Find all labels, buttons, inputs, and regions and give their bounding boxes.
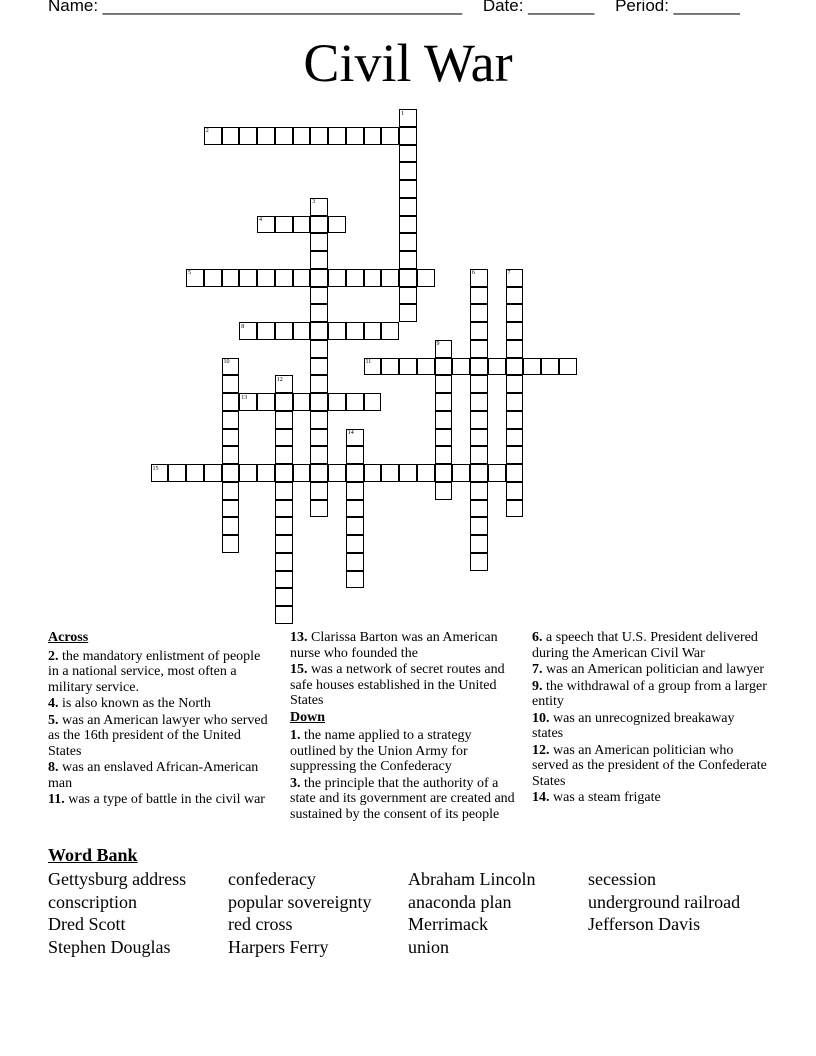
clue-across-8: 8. was an enslaved African-American man bbox=[48, 760, 259, 791]
crossword-cell[interactable] bbox=[222, 482, 240, 500]
crossword-cell[interactable] bbox=[399, 358, 417, 376]
crossword-cell[interactable] bbox=[435, 393, 453, 411]
crossword-cell[interactable] bbox=[275, 517, 293, 535]
clue-across-11: 11. was a type of battle in the civil war bbox=[48, 792, 265, 807]
crossword-cell[interactable] bbox=[310, 340, 328, 358]
crossword-cell[interactable] bbox=[257, 393, 275, 411]
crossword-cell[interactable] bbox=[239, 127, 257, 145]
crossword-cell[interactable] bbox=[346, 269, 364, 287]
crossword-cell[interactable] bbox=[222, 464, 240, 482]
clue-down-1: 1. the name applied to a strategy outlined by the Union Army for suppressing the Confederacy bbox=[290, 728, 472, 774]
crossword-cell[interactable] bbox=[310, 464, 328, 482]
crossword-cell[interactable] bbox=[310, 269, 328, 287]
crossword-cell[interactable] bbox=[275, 553, 293, 571]
crossword-cell[interactable] bbox=[310, 287, 328, 305]
crossword-cell[interactable] bbox=[364, 269, 382, 287]
crossword-cell[interactable] bbox=[257, 322, 275, 340]
crossword-cell[interactable] bbox=[399, 287, 417, 305]
clue-number-label: 12 bbox=[276, 376, 283, 383]
crossword-cell[interactable] bbox=[364, 464, 382, 482]
clue-down-14: 14. was a steam frigate bbox=[532, 790, 661, 805]
clue-number-label: 14 bbox=[347, 430, 354, 436]
crossword-cell[interactable] bbox=[257, 269, 275, 287]
crossword-cell[interactable] bbox=[399, 216, 417, 234]
crossword-cell[interactable] bbox=[222, 429, 240, 447]
word-bank-item: Abraham Lincoln bbox=[408, 869, 536, 889]
crossword-cell[interactable] bbox=[506, 429, 524, 447]
crossword-cell[interactable] bbox=[452, 464, 470, 482]
crossword-cell[interactable] bbox=[399, 464, 417, 482]
crossword-cell[interactable] bbox=[257, 127, 275, 145]
crossword-cell[interactable] bbox=[399, 127, 417, 145]
word-bank-item: red cross bbox=[228, 914, 293, 934]
crossword-cell[interactable] bbox=[275, 535, 293, 553]
crossword-cell[interactable] bbox=[399, 180, 417, 198]
crossword-cell[interactable] bbox=[328, 127, 346, 145]
page-title: Civil War bbox=[303, 33, 513, 93]
clue-number-label: 6 bbox=[472, 270, 475, 277]
crossword-cell[interactable] bbox=[328, 216, 346, 234]
clue-number-label: 13 bbox=[241, 394, 248, 401]
down-heading: Down bbox=[290, 709, 326, 725]
crossword-cell[interactable] bbox=[222, 393, 240, 411]
crossword-cell[interactable] bbox=[275, 571, 293, 589]
crossword-cell[interactable] bbox=[328, 464, 346, 482]
crossword-cell[interactable] bbox=[399, 162, 417, 180]
clue-number-label: 7 bbox=[507, 270, 511, 277]
crossword-cell[interactable] bbox=[488, 464, 506, 482]
crossword-cell[interactable] bbox=[381, 322, 399, 340]
crossword-cell[interactable] bbox=[310, 482, 328, 500]
crossword-cell[interactable] bbox=[488, 358, 506, 376]
crossword-cell[interactable] bbox=[310, 375, 328, 393]
crossword-cell[interactable] bbox=[399, 145, 417, 163]
crossword-cell[interactable] bbox=[399, 198, 417, 216]
crossword-cell[interactable] bbox=[222, 127, 240, 145]
crossword-cell[interactable] bbox=[417, 269, 435, 287]
crossword-cell[interactable] bbox=[435, 375, 453, 393]
clue-number-label: 2 bbox=[205, 128, 209, 135]
crossword-cell[interactable] bbox=[470, 535, 488, 553]
crossword-cell[interactable] bbox=[470, 517, 488, 535]
crossword-cell[interactable] bbox=[470, 322, 488, 340]
crossword-cell[interactable] bbox=[364, 393, 382, 411]
crossword-cell[interactable] bbox=[417, 358, 435, 376]
date-field[interactable]: Date: _______ bbox=[482, 0, 595, 15]
clue-across-2: 2. the mandatory enlistment of people in a national service, most often a military service. bbox=[48, 648, 261, 695]
crossword-cell[interactable] bbox=[506, 446, 524, 464]
crossword-cell[interactable] bbox=[186, 464, 204, 482]
crossword-cell[interactable] bbox=[275, 216, 293, 234]
clue-across-15: 15. was a network of secret routes and safe houses established in the United States bbox=[290, 662, 505, 708]
crossword-cell[interactable] bbox=[470, 482, 488, 500]
crossword-cell[interactable] bbox=[346, 482, 364, 500]
crossword-cell[interactable] bbox=[381, 358, 399, 376]
crossword-cell[interactable] bbox=[310, 304, 328, 322]
crossword-cell[interactable] bbox=[222, 535, 240, 553]
clue-number-label: 5 bbox=[188, 270, 191, 277]
crossword-cell[interactable] bbox=[239, 464, 257, 482]
crossword-cell[interactable] bbox=[435, 411, 453, 429]
crossword-cell[interactable] bbox=[470, 553, 488, 571]
crossword-cell[interactable] bbox=[506, 304, 524, 322]
crossword-cell[interactable] bbox=[346, 553, 364, 571]
clue-number-label: 1 bbox=[401, 110, 404, 117]
crossword-cell[interactable] bbox=[346, 500, 364, 518]
crossword-cell[interactable] bbox=[275, 393, 293, 411]
word-bank-item: union bbox=[408, 937, 450, 957]
word-bank-item: Jefferson Davis bbox=[588, 914, 701, 934]
word-bank-item: confederacy bbox=[228, 869, 316, 889]
crossword-cell[interactable] bbox=[310, 322, 328, 340]
word-bank-item: Gettysburg address bbox=[48, 869, 187, 889]
crossword-cell[interactable] bbox=[310, 251, 328, 269]
crossword-cell[interactable] bbox=[506, 375, 524, 393]
crossword-cell[interactable] bbox=[275, 482, 293, 500]
crossword-cell[interactable] bbox=[293, 216, 311, 234]
crossword-cell[interactable] bbox=[222, 375, 240, 393]
word-bank-item: anaconda plan bbox=[408, 892, 512, 912]
crossword-cell[interactable] bbox=[275, 411, 293, 429]
crossword-cell[interactable] bbox=[541, 358, 559, 376]
crossword-cell[interactable] bbox=[435, 482, 453, 500]
clue-number-label: 15 bbox=[152, 465, 159, 472]
crossword-cell[interactable] bbox=[328, 269, 346, 287]
crossword-cell[interactable] bbox=[506, 358, 524, 376]
clues-column-3 bbox=[532, 630, 767, 807]
word-bank-item: secession bbox=[588, 869, 656, 889]
crossword-cell[interactable] bbox=[222, 500, 240, 518]
crossword-cell[interactable] bbox=[346, 535, 364, 553]
word-bank-item: conscription bbox=[48, 892, 137, 912]
crossword-cell[interactable] bbox=[275, 127, 293, 145]
word-bank-item: Stephen Douglas bbox=[48, 937, 171, 957]
crossword-cell[interactable] bbox=[435, 446, 453, 464]
crossword-cell[interactable] bbox=[257, 464, 275, 482]
crossword-cell[interactable] bbox=[275, 322, 293, 340]
crossword-cell[interactable] bbox=[506, 340, 524, 358]
clue-number-label: 11 bbox=[365, 359, 372, 365]
crossword-cell[interactable] bbox=[470, 464, 488, 482]
clue-down-12: 12. was an American politician who served as the president of the Confederate States bbox=[532, 742, 767, 789]
crossword-cell[interactable] bbox=[381, 127, 399, 145]
crossword-cell[interactable] bbox=[470, 287, 488, 305]
clue-down-6: 6. a speech that U.S. President delivered during the American Civil War bbox=[532, 630, 758, 661]
crossword-cell[interactable] bbox=[417, 464, 435, 482]
word-bank-item: Merrimack bbox=[408, 914, 488, 934]
crossword-cell[interactable] bbox=[204, 464, 222, 482]
clues-column-1 bbox=[48, 630, 268, 809]
crossword-cell[interactable] bbox=[346, 393, 364, 411]
crossword-cell[interactable] bbox=[364, 127, 382, 145]
clue-across-4: 4. is also known as the North bbox=[48, 696, 211, 711]
crossword-cell[interactable] bbox=[506, 500, 524, 518]
crossword-cell[interactable] bbox=[470, 304, 488, 322]
crossword-cell[interactable] bbox=[204, 269, 222, 287]
crossword-cell[interactable] bbox=[293, 269, 311, 287]
crossword-cell[interactable] bbox=[310, 500, 328, 518]
crossword-cell[interactable] bbox=[470, 375, 488, 393]
clue-down-10: 10. was an unrecognized breakaway states bbox=[532, 710, 735, 741]
crossword-cell[interactable] bbox=[293, 393, 311, 411]
crossword-cell[interactable] bbox=[381, 269, 399, 287]
clues-column-2 bbox=[290, 630, 520, 823]
crossword-cell[interactable] bbox=[222, 517, 240, 535]
word-bank-item: popular sovereignty bbox=[228, 892, 372, 912]
crossword-cell[interactable] bbox=[310, 216, 328, 234]
clue-number-label: 10 bbox=[223, 359, 230, 365]
crossword-cell[interactable] bbox=[293, 464, 311, 482]
crossword-cell[interactable] bbox=[310, 411, 328, 429]
crossword-cell[interactable] bbox=[506, 322, 524, 340]
crossword-cell[interactable] bbox=[435, 358, 453, 376]
crossword-cell[interactable] bbox=[399, 233, 417, 251]
crossword-cell[interactable] bbox=[328, 322, 346, 340]
crossword-cell[interactable] bbox=[346, 446, 364, 464]
clue-across-13: 13. Clarissa Barton was an American nurse who founded the bbox=[290, 630, 498, 661]
clue-down-3: 3. the principle that the authority of a state and its government are created and sustained by the consent of its people bbox=[290, 775, 515, 822]
crossword-cell[interactable] bbox=[346, 517, 364, 535]
crossword-cell[interactable] bbox=[364, 322, 382, 340]
name-field[interactable]: Name: ______________________________________ bbox=[48, 0, 463, 15]
crossword-cell[interactable] bbox=[506, 411, 524, 429]
crossword-cell[interactable] bbox=[399, 269, 417, 287]
crossword-cell[interactable] bbox=[275, 269, 293, 287]
crossword-cell[interactable] bbox=[399, 251, 417, 269]
crossword-cell[interactable] bbox=[470, 500, 488, 518]
crossword-cell[interactable] bbox=[222, 411, 240, 429]
crossword-cell[interactable] bbox=[310, 127, 328, 145]
period-field[interactable]: Period: _______ bbox=[615, 0, 740, 15]
clue-number-label: 8 bbox=[241, 323, 245, 330]
crossword-cell[interactable] bbox=[275, 446, 293, 464]
crossword-cell[interactable] bbox=[222, 446, 240, 464]
crossword-cell[interactable] bbox=[346, 322, 364, 340]
crossword-cell[interactable] bbox=[523, 358, 541, 376]
crossword-cell[interactable] bbox=[381, 464, 399, 482]
crossword-cell[interactable] bbox=[346, 571, 364, 589]
crossword-cell[interactable] bbox=[346, 464, 364, 482]
crossword-cell[interactable] bbox=[470, 393, 488, 411]
clue-number-label: 4 bbox=[259, 217, 262, 223]
crossword-cell[interactable] bbox=[293, 127, 311, 145]
crossword-cell[interactable] bbox=[310, 393, 328, 411]
crossword-cell[interactable] bbox=[470, 446, 488, 464]
crossword-cell[interactable] bbox=[470, 411, 488, 429]
crossword-cell[interactable] bbox=[506, 482, 524, 500]
word-bank-title: Word Bank bbox=[48, 845, 138, 865]
crossword-cell[interactable] bbox=[328, 393, 346, 411]
crossword-cell[interactable] bbox=[310, 429, 328, 447]
crossword-cell[interactable] bbox=[506, 393, 524, 411]
crossword-cell[interactable] bbox=[506, 464, 524, 482]
crossword-cell[interactable] bbox=[168, 464, 186, 482]
crossword-cell[interactable] bbox=[435, 429, 453, 447]
crossword-cell[interactable] bbox=[275, 429, 293, 447]
across-heading: Across bbox=[48, 630, 89, 645]
crossword-cell[interactable] bbox=[346, 127, 364, 145]
crossword-cell[interactable] bbox=[275, 464, 293, 482]
crossword-cell[interactable] bbox=[559, 358, 577, 376]
crossword-cell[interactable] bbox=[222, 269, 240, 287]
crossword-cell[interactable] bbox=[452, 358, 470, 376]
crossword-cell[interactable] bbox=[275, 606, 293, 624]
crossword-cell[interactable] bbox=[293, 322, 311, 340]
word-bank-item: underground railroad bbox=[588, 892, 741, 912]
crossword-cell[interactable] bbox=[275, 500, 293, 518]
crossword-cell[interactable] bbox=[310, 233, 328, 251]
crossword-cell[interactable] bbox=[275, 588, 293, 606]
crossword-cell[interactable] bbox=[399, 304, 417, 322]
word-bank-item: Harpers Ferry bbox=[228, 937, 329, 957]
clue-down-9: 9. the withdrawal of a group from a larger entity bbox=[532, 678, 767, 709]
crossword-cell[interactable] bbox=[435, 464, 453, 482]
crossword-cell[interactable] bbox=[310, 446, 328, 464]
crossword-cell[interactable] bbox=[470, 429, 488, 447]
crossword-cell[interactable] bbox=[239, 269, 257, 287]
clue-across-5: 5. was an American lawyer who served as the 16th president of the United States bbox=[48, 712, 268, 759]
clue-down-7: 7. was an American politician and lawyer bbox=[532, 662, 765, 677]
clue-number-label: 9 bbox=[436, 341, 440, 348]
crossword-cell[interactable] bbox=[470, 358, 488, 376]
crossword-cell[interactable] bbox=[506, 287, 524, 305]
crossword-cell[interactable] bbox=[310, 358, 328, 376]
word-bank-item: Dred Scott bbox=[48, 914, 126, 934]
crossword-cell[interactable] bbox=[470, 340, 488, 358]
clue-number-label: 3 bbox=[312, 199, 316, 206]
